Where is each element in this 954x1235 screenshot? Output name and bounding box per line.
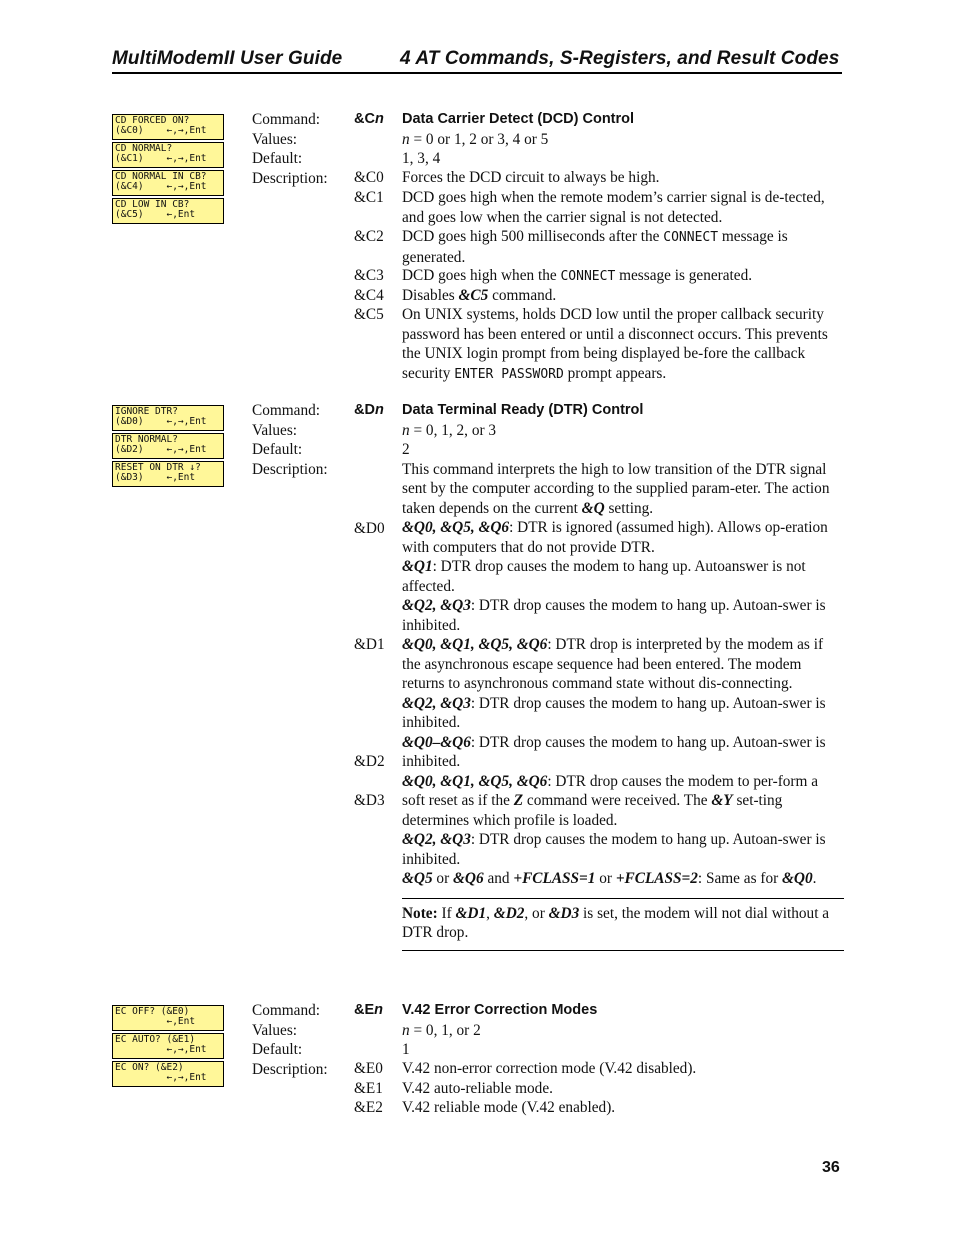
lcd-menu-column — [112, 1005, 224, 1089]
text-run: : Same as for — [697, 870, 783, 887]
lcd-display — [112, 142, 224, 168]
result-code: CONNECT — [663, 230, 719, 245]
lcd-line: (&C1) ←,→,Ent — [115, 153, 207, 164]
note-label: Note: — [402, 904, 438, 922]
command-body — [402, 110, 844, 169]
lcd-display — [112, 461, 224, 487]
command-label: Command: — [252, 402, 320, 419]
text-run: Disables — [402, 287, 459, 304]
description-label: Description: — [252, 1060, 328, 1078]
lcd-line: (&C4) ←,→,Ent — [115, 181, 207, 192]
command-title: Data Terminal Ready (DTR) Control — [402, 402, 644, 418]
lcd-line: CD NORMAL IN CB? — [115, 171, 207, 182]
values-variable: n — [402, 130, 410, 148]
field-labels — [252, 1001, 328, 1079]
command-body — [402, 401, 844, 951]
default-value: 1 — [402, 1041, 410, 1058]
command-ref: &Q5 — [402, 870, 433, 887]
command-ref: &Q0, &Q1, &Q5, &Q6 — [402, 636, 548, 653]
running-header-chapter: 4 AT Commands, S-Registers, and Result Codes — [400, 48, 840, 69]
lcd-line: CD NORMAL? — [115, 143, 173, 154]
option-code: &C4 — [354, 287, 384, 304]
command-ref: &Q2, &Q3 — [402, 831, 471, 848]
option-code: &D1 — [354, 636, 385, 653]
lcd-display — [112, 170, 224, 196]
default-label: Default: — [252, 150, 303, 167]
option-text — [402, 305, 844, 384]
command-title: V.42 Error Correction Modes — [402, 1002, 598, 1018]
description-intro — [402, 460, 844, 519]
page-number: 36 — [822, 1159, 840, 1176]
command-prefix: &E — [354, 1002, 375, 1018]
lcd-display — [112, 114, 224, 140]
lcd-line: ←,Ent — [115, 1016, 196, 1027]
lcd-line: (&D2) ←,→,Ent — [115, 444, 207, 455]
option-d2-a — [402, 733, 844, 772]
values-label: Values: — [252, 130, 298, 148]
text-run: message is generated. — [615, 267, 753, 284]
text-run: : DTR drop is interpreted by the modem as if the asynchronous escape sequence had been entered. The modem returns to asynchronous command state without dis-connecting. — [402, 636, 824, 692]
lcd-menu-column — [112, 405, 224, 489]
option-d0-c — [402, 596, 844, 635]
values-text: = 0, 1, 2, or 3 — [409, 421, 497, 439]
text-run: set-ting determines which profile is loaded. — [402, 792, 783, 829]
result-code: CONNECT — [560, 269, 616, 284]
option-d3-a — [402, 772, 844, 831]
field-labels — [252, 401, 328, 479]
text-run: This command interprets the high to low transition of the DTR signal sent by the computer according to the supplied param-eter. The action taken depends on the current — [402, 460, 830, 517]
command-ref: &Q0, &Q1, &Q5, &Q6 — [402, 772, 548, 790]
command-ref: &Q2, &Q3 — [402, 597, 471, 614]
text-run: or — [595, 870, 616, 887]
lcd-line: (&D0) ←,→,Ent — [115, 416, 207, 427]
option-code: &E0 — [354, 1060, 383, 1077]
running-header-title: MultiModemII User Guide — [112, 48, 343, 69]
field-labels — [252, 110, 328, 188]
option-code: &E2 — [354, 1099, 383, 1116]
command-name — [354, 110, 384, 130]
command-ref: &Q1 — [402, 558, 433, 575]
option-code: &C5 — [354, 306, 384, 323]
text-run: prompt appears. — [563, 364, 667, 382]
command-body — [402, 1001, 844, 1060]
text-run: : DTR drop causes the modem to per-form a soft reset as if the — [402, 772, 819, 809]
lcd-line: CD LOW IN CB? — [115, 199, 190, 210]
option-code: &C1 — [354, 189, 384, 206]
command-prefix: &C — [354, 111, 375, 127]
text-run: : DTR drop causes the modem to hang up. Autoanswer is not affected. — [402, 558, 806, 595]
lcd-menu-column — [112, 114, 224, 226]
values-label: Values: — [252, 421, 298, 439]
lcd-line: (&C5) ←,Ent — [115, 209, 196, 220]
text-run: . — [812, 870, 817, 887]
text-run: : DTR drop causes the modem to hang up. Autoan-swer is inhibited. — [402, 831, 826, 868]
text-run: command were received. The — [523, 792, 712, 809]
values-text: = 0, 1, or 2 — [409, 1021, 481, 1039]
command-prefix: &D — [354, 402, 375, 418]
command-ref: &Q2, &Q3 — [402, 694, 471, 712]
option-text: V.42 auto-reliable mode. — [402, 1080, 553, 1097]
text-run: DCD goes high 500 milliseconds after the — [402, 228, 664, 245]
command-ref: &Q0 — [782, 870, 813, 887]
text-run: : DTR is ignored (assumed high). Allows op-eration with computers that do not provide DTR. — [402, 519, 828, 556]
default-label: Default: — [252, 1041, 303, 1058]
option-text: DCD goes high when the remote modem’s carrier signal is de-tected, and goes low when the carrier signal is not detected. — [402, 189, 825, 226]
default-label: Default: — [252, 441, 303, 458]
values-text: = 0 or 1, 2 or 3, 4 or 5 — [409, 130, 549, 148]
lcd-display — [112, 1033, 224, 1059]
command-ref: &C5 — [458, 287, 489, 304]
text-run: : DTR drop causes the modem to hang up. Autoan-swer is inhibited. — [402, 597, 826, 634]
option-code: &D2 — [354, 753, 385, 770]
text-run: and — [483, 870, 514, 887]
command-ref: +FCLASS=1 — [513, 870, 596, 887]
command-label: Command: — [252, 1002, 320, 1019]
header-rule — [112, 72, 842, 74]
option-d0-a — [402, 518, 844, 557]
lcd-line: RESET ON DTR ↓? — [115, 462, 201, 473]
command-variable: n — [374, 1002, 384, 1018]
option-text — [402, 286, 844, 306]
command-title: Data Carrier Detect (DCD) Control — [402, 111, 635, 127]
values-variable: n — [402, 421, 410, 439]
command-ref: &Q6 — [453, 870, 484, 887]
option-d3-c — [402, 830, 844, 869]
option-code: &C0 — [354, 169, 384, 186]
lcd-line: (&D3) ←,Ent — [115, 472, 196, 483]
lcd-line: EC OFF? (&E0) — [115, 1006, 190, 1017]
lcd-display — [112, 1005, 224, 1031]
option-text — [402, 227, 844, 267]
option-text — [402, 266, 844, 287]
command-ref: &Q — [581, 499, 605, 517]
option-code: &D3 — [354, 792, 385, 809]
command-variable: n — [374, 111, 384, 127]
text-run: , — [486, 904, 494, 922]
text-run: command. — [488, 287, 557, 304]
note-box — [402, 898, 844, 951]
text-run: : DTR drop causes the modem to hang up. Autoan-swer is inhibited. — [402, 694, 826, 731]
lcd-line: (&C0) ←,→,Ent — [115, 125, 207, 136]
command-ref: &Q0, &Q5, &Q6 — [402, 519, 510, 536]
command-name — [354, 401, 384, 421]
description-label: Description: — [252, 460, 328, 478]
default-value: 1, 3, 4 — [402, 150, 441, 167]
lcd-display — [112, 198, 224, 224]
lcd-line: EC AUTO? (&E1) — [115, 1034, 196, 1045]
lcd-display — [112, 405, 224, 431]
lcd-line: IGNORE DTR? — [115, 406, 178, 417]
text-run: : DTR drop causes the modem to hang up. Autoan-swer is inhibited. — [402, 733, 826, 770]
text-run: message is generated. — [402, 228, 788, 266]
result-code: ENTER PASSWORD — [454, 366, 564, 382]
text-run: If — [437, 904, 456, 922]
command-ref: &D1 — [455, 904, 487, 922]
option-d1-a — [402, 635, 844, 694]
lcd-display — [112, 433, 224, 459]
text-run: DCD goes high when the — [402, 267, 561, 284]
lcd-line: ←,→,Ent — [115, 1072, 207, 1083]
text-run: setting. — [604, 499, 654, 517]
command-variable: n — [374, 402, 384, 418]
lcd-line: ←,→,Ent — [115, 1044, 207, 1055]
option-text: V.42 reliable mode (V.42 enabled). — [402, 1099, 616, 1116]
command-ref: Z — [513, 792, 524, 809]
lcd-display — [112, 1061, 224, 1087]
lcd-line: CD FORCED ON? — [115, 115, 190, 126]
command-ref: +FCLASS=2 — [615, 870, 698, 887]
text-run: , or — [524, 904, 549, 922]
lcd-line: DTR NORMAL? — [115, 434, 178, 445]
option-d0-b — [402, 557, 844, 596]
text-run: On UNIX systems, holds DCD low until the proper callback security password has been entered or until a disconnect occurs. This prevents the UNIX login prompt from being displayed be-fore the callback security — [402, 306, 828, 382]
option-code: &C2 — [354, 228, 384, 245]
values-variable: n — [402, 1021, 410, 1039]
text-run: or — [432, 870, 454, 887]
command-name — [354, 1001, 383, 1021]
option-d3-e — [402, 869, 844, 889]
description-label: Description: — [252, 169, 328, 187]
command-ref: &D2 — [493, 904, 525, 922]
option-text: V.42 non-error correction mode (V.42 disabled). — [402, 1060, 697, 1077]
lcd-line: EC ON? (&E2) — [115, 1062, 184, 1073]
command-ref: &Y — [711, 792, 733, 809]
command-ref: &Q0–&Q6 — [402, 733, 471, 751]
command-ref: &D3 — [548, 904, 580, 922]
option-d1-c — [402, 694, 844, 733]
option-code: &C3 — [354, 267, 384, 284]
text-run: is set, the modem will not dial without a DTR drop. — [402, 904, 830, 941]
option-code: &D0 — [354, 520, 385, 537]
option-text: Forces the DCD circuit to always be high. — [402, 169, 660, 186]
option-code: &E1 — [354, 1080, 383, 1097]
values-label: Values: — [252, 1021, 298, 1039]
default-value: 2 — [402, 441, 410, 458]
command-label: Command: — [252, 111, 320, 128]
